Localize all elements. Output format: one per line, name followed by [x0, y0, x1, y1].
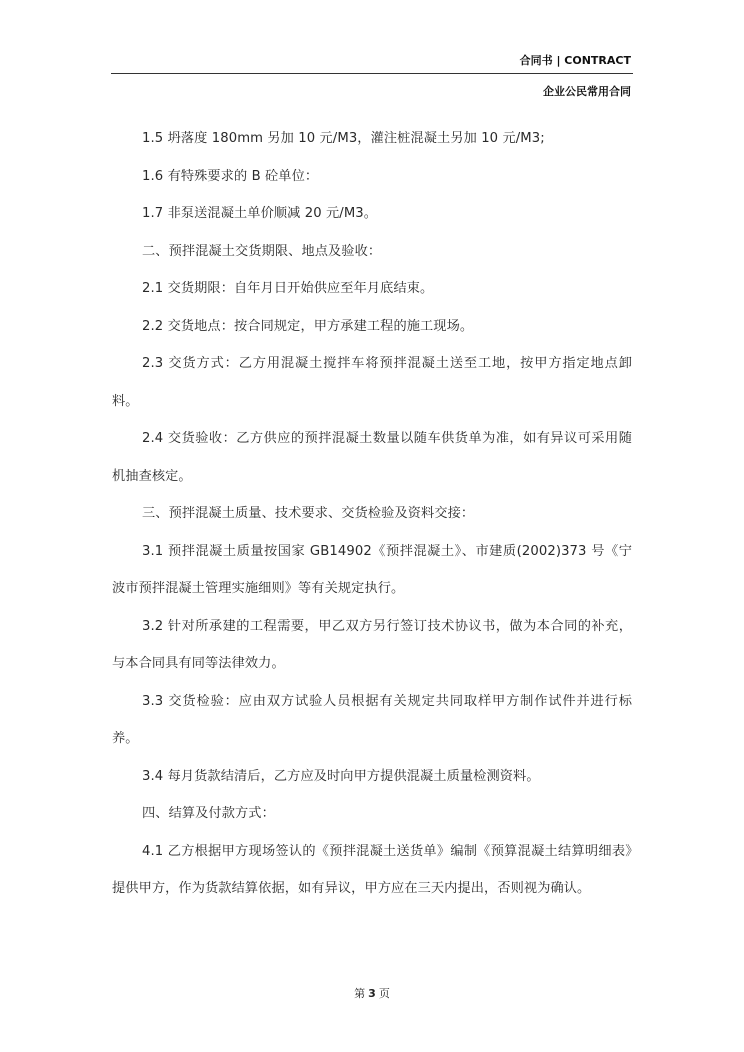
paragraph-3-2: 3.2 针对所承建的工程需要，甲乙双方另行签订技术协议书，做为本合同的补充，与本合同具有同等法律效力。 — [112, 618, 632, 671]
paragraph-3-1: 3.1 预拌混凝土质量按国家 GB14902《预拌混凝土》、市建质(2002)373 号《宁波市预拌混凝土管理实施细则》等有关规定执行。 — [112, 543, 632, 596]
paragraph-2-2: 2.2 交货地点：按合同规定，甲方承建工程的施工现场。 — [142, 318, 474, 334]
paragraph-2-4: 2.4 交货验收：乙方供应的预拌混凝土数量以随车供货单为准，如有异议可采用随机抽查核定。 — [112, 431, 632, 484]
header-subtitle: 企业公民常用合同 — [543, 85, 631, 98]
paragraph-3-4: 3.4 每月货款结清后，乙方应及时向甲方提供混凝土质量检测资料。 — [142, 768, 540, 784]
section-heading-3: 三、预拌混凝土质量、技术要求、交货检验及资料交接： — [142, 506, 475, 521]
footer-prefix: 第 — [354, 987, 366, 1000]
document-body — [112, 120, 632, 908]
paragraph-2-3: 2.3 交货方式：乙方用混凝土搅拌车将预拌混凝土送至工地，按甲方指定地点卸料。 — [112, 356, 632, 409]
paragraph-2-1: 2.1 交货期限：自年月日开始供应至年月底结束。 — [142, 281, 434, 296]
paragraph-1-5: 1.5 坍落度 180mm 另加 10 元/M3，灌注桩混凝土另加 10 元/M3; — [142, 131, 545, 146]
section-heading-4: 四、结算及付款方式： — [142, 806, 275, 821]
header-title: 合同书 | CONTRACT — [519, 54, 631, 67]
paragraph-4-1: 4.1 乙方根据甲方现场签认的《预拌混凝土送货单》编制《预算混凝土结算明细表》提供甲方，作为货款结算依据，如有异议，甲方应在三天内提出，否则视为确认。 — [112, 843, 632, 896]
paragraph-1-7: 1.7 非泵送混凝土单价顺减 20 元/M3。 — [142, 206, 378, 221]
section-heading-2: 二、预拌混凝土交货期限、地点及验收： — [142, 243, 382, 259]
footer-suffix: 页 — [378, 987, 390, 1000]
paragraph-1-6: 1.6 有特殊要求的 B 砼单位： — [142, 168, 319, 184]
page-number: 3 — [368, 987, 376, 1000]
page-footer — [0, 985, 744, 1001]
paragraph-3-3: 3.3 交货检验：应由双方试验人员根据有关规定共同取样甲方制作试件并进行标养。 — [112, 693, 632, 746]
header-divider — [111, 73, 633, 74]
